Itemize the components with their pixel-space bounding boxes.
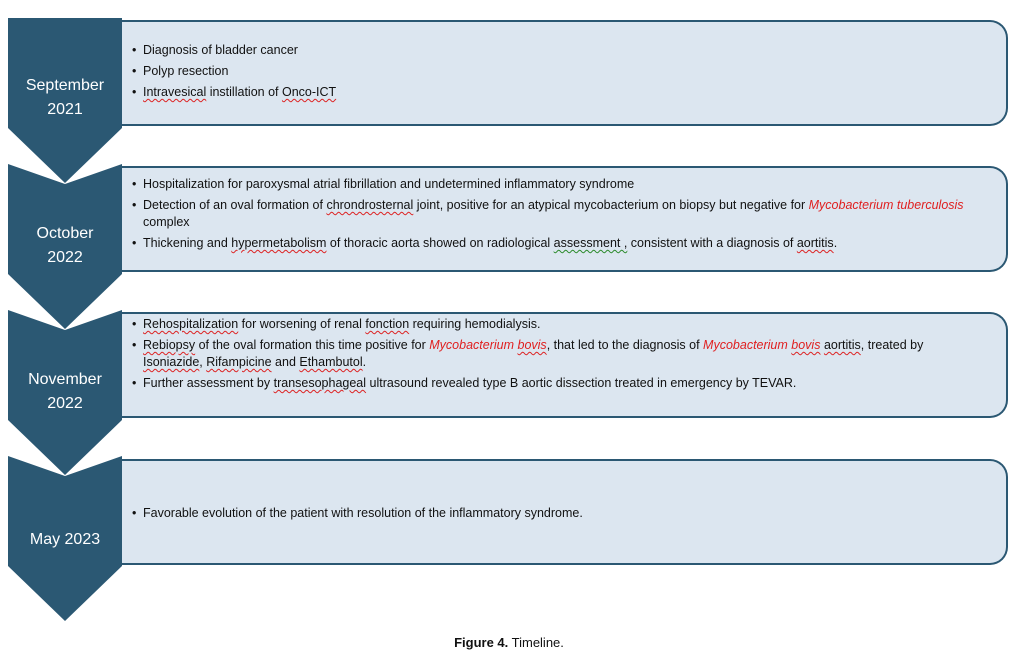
- figure-caption: [0, 635, 1018, 650]
- event-list: [132, 505, 966, 526]
- caption-label: Figure 4.: [454, 635, 509, 650]
- date-year: 2022: [47, 395, 83, 412]
- event-item: • Intravesical instillation of Onco-ICT: [132, 84, 966, 101]
- event-item: • Hospitalization for paroxysmal atrial fibrillation and undetermined inflammatory syndrome: [132, 176, 966, 193]
- date-year: 2021: [47, 101, 83, 118]
- event-item: • Favorable evolution of the patient with resolution of the inflammatory syndrome.: [132, 505, 966, 522]
- date-month: September: [25, 77, 105, 94]
- event-item: • Detection of an oval formation of chrondrosternal joint, positive for an atypical mycobacterium on biopsy but negative for Mycobacterium tuberculosis complex: [132, 197, 966, 231]
- event-item: • Further assessment by transesophageal ultrasound revealed type B aortic dissection treated in emergency by TEVAR.: [132, 375, 966, 392]
- event-box: [122, 20, 1008, 126]
- date-month: November: [28, 371, 102, 388]
- event-box: [122, 166, 1008, 272]
- caption-text: Timeline.: [508, 635, 564, 650]
- date-label: [8, 74, 122, 122]
- date-label: [8, 368, 122, 416]
- date-year: 2022: [47, 249, 83, 266]
- event-item: • Polyp resection: [132, 63, 966, 80]
- event-item: • Diagnosis of bladder cancer: [132, 42, 966, 59]
- date-month: October: [36, 225, 94, 242]
- event-box: [122, 459, 1008, 565]
- event-list: [132, 176, 966, 256]
- event-item: • Rehospitalization for worsening of renal fonction requiring hemodialysis.: [132, 316, 966, 333]
- event-list: [132, 316, 966, 396]
- event-item: • Thickening and hypermetabolism of thoracic aorta showed on radiological assessment , consistent with a diagnosis of aortitis.: [132, 235, 966, 252]
- date-month: May 2023: [29, 531, 101, 548]
- date-label: [8, 222, 122, 270]
- event-list: [132, 42, 966, 105]
- date-label: [8, 528, 122, 552]
- event-item: • Rebiopsy of the oval formation this time positive for Mycobacterium bovis, that led to the diagnosis of Mycobacterium bovis aortitis, treated by Isoniazide, Rifampicine and Ethambutol.: [132, 337, 966, 371]
- event-box: [122, 312, 1008, 418]
